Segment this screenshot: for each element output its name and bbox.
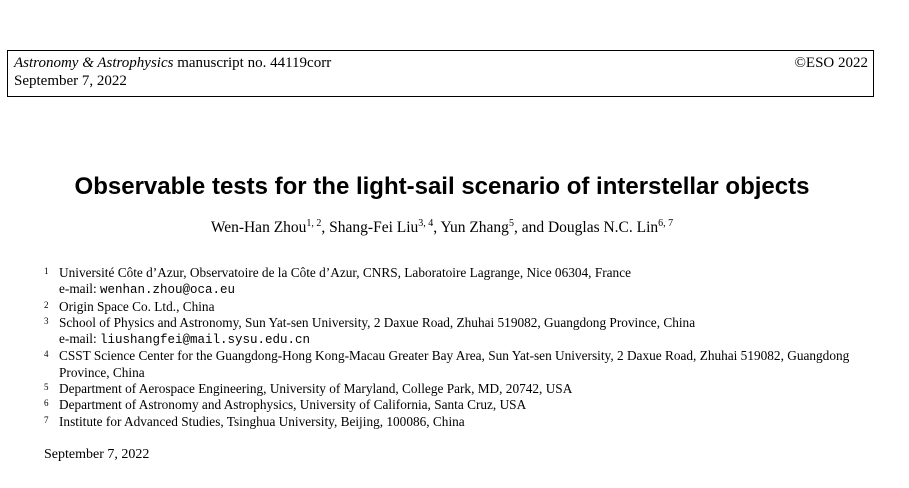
journal-line [14,54,331,72]
affil-ref: 5 [508,218,514,229]
affiliation [44,315,864,349]
manuscript-header [7,50,874,97]
affiliation-number: 7 [44,414,49,425]
affiliation-number: 6 [44,398,49,409]
email-link[interactable]: liushangfei@mail.sysu.edu.cn [99,333,311,348]
email-line: e-mail: wenhan.zhou@oca.eu [59,281,236,298]
affiliation-number: 2 [44,299,49,310]
author: Wen-Han Zhou$^{1, 2}$, [210,218,330,236]
email-line: e-mail: liushangfei@mail.sysu.edu.cn [59,331,311,348]
author: Douglas N.C. Lin$^{6, 7}$ [547,218,674,236]
affiliation-number: 3 [44,315,49,326]
affiliation-text: Department of Astronomy and Astrophysics, University of California, Santa Cruz, USA [59,397,527,413]
affil-ref: 6, 7 [658,218,674,229]
affiliation-text: CSST Science Center for the Guangdong-Hong Kong-Macau Greater Bay Area, Sun Yat-sen University, 2 Daxue Road, Zhuhai 519082, Guangdong Province, China [59,348,850,380]
affiliation [44,348,864,381]
header-date: September 7, 2022 [14,73,127,89]
author-list [0,218,884,238]
affiliation [44,299,864,315]
affiliations [44,265,864,430]
affiliation-text: Université Côte d’Azur, Observatoire de la Côte d’Azur, CNRS, Laboratoire Lagrange, Nice 06304, France [59,265,631,280]
header-left [14,54,331,90]
affiliation-text: Origin Space Co. Ltd., China [59,298,215,314]
affiliation [44,265,864,299]
affiliation-text: School of Physics and Astronomy, Sun Yat-sen University, 2 Daxue Road, Zhuhai 519082, Guangdong Province, China [59,314,696,330]
affiliation-text: Department of Aerospace Engineering, University of Maryland, College Park, MD, 20742, USA [59,381,573,397]
affiliation-text: Institute for Advanced Studies, Tsinghua University, Beijing, 100086, China [59,413,465,429]
affiliation [44,381,864,397]
received-date: September 7, 2022 [44,447,150,462]
manuscript-number: manuscript no. 44119corr [173,55,332,71]
journal-name: Astronomy & Astrophysics [14,55,174,71]
author: Shang-Fei Liu$^{3, 4}$, [329,218,441,236]
affiliation [44,414,864,430]
affil-ref: 3, 4 [418,218,434,229]
paper-title: Observable tests for the light-sail scenario of interstellar objects [74,173,810,200]
email-link[interactable]: wenhan.zhou@oca.eu [99,283,236,298]
affiliation-number: 1 [44,266,49,276]
affil-ref: 1, 2 [306,218,322,229]
copyright: ©ESO 2022 [794,55,868,71]
affiliation-number: 4 [44,349,49,360]
author: Yun Zhang$^5$, and [440,218,548,236]
affiliation [44,397,864,413]
affiliation-number: 5 [44,382,49,393]
